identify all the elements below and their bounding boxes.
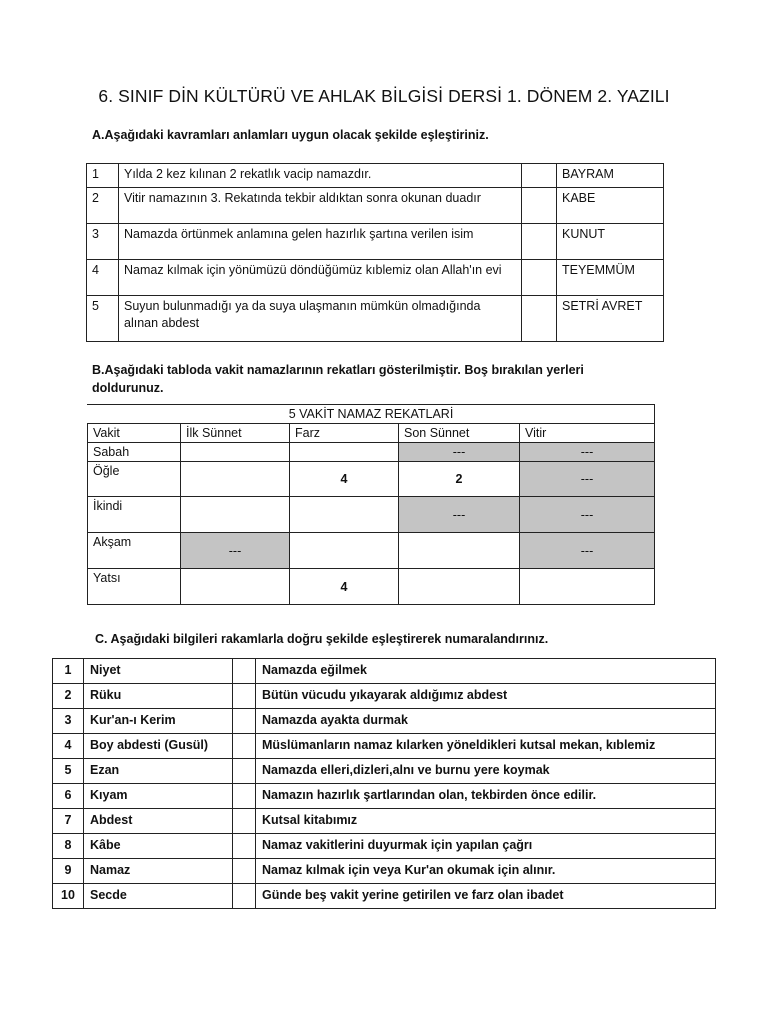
definition-cell: Vitir namazının 3. Rekatında tekbir aldıktan sonra okunan duadır xyxy=(119,188,522,224)
vitir-cell: --- xyxy=(520,462,655,497)
row-number: 8 xyxy=(53,834,84,859)
vakit-cell: Öğle xyxy=(88,462,181,497)
definition-cell: Müslümanların namaz kılarken yöneldikleri kutsal mekan, kıblemiz xyxy=(256,734,716,759)
table-row xyxy=(53,684,716,709)
ilk-sunnet-cell[interactable] xyxy=(181,497,290,533)
vakit-cell: Sabah xyxy=(88,443,181,462)
row-number: 4 xyxy=(87,260,119,296)
vakit-cell: Akşam xyxy=(88,533,181,569)
matching-table-a xyxy=(86,163,664,342)
term-cell: Abdest xyxy=(84,809,233,834)
table-row xyxy=(88,533,655,569)
table-row xyxy=(53,884,716,909)
ilk-sunnet-cell[interactable] xyxy=(181,569,290,605)
term-cell: Rüku xyxy=(84,684,233,709)
term-cell: KUNUT xyxy=(557,224,664,260)
header-vakit: Vakit xyxy=(88,424,181,443)
term-cell: Secde xyxy=(84,884,233,909)
table-row xyxy=(88,569,655,605)
answer-cell[interactable] xyxy=(233,884,256,909)
answer-cell[interactable] xyxy=(233,784,256,809)
ilk-sunnet-cell[interactable] xyxy=(181,443,290,462)
definition-cell: Namazın hazırlık şartlarından olan, tekbirden önce edilir. xyxy=(256,784,716,809)
vitir-cell: --- xyxy=(520,443,655,462)
definition-cell: Namaz vakitlerini duyurmak için yapılan çağrı xyxy=(256,834,716,859)
answer-cell[interactable] xyxy=(522,260,557,296)
definition-cell: Bütün vücudu yıkayarak aldığımız abdest xyxy=(256,684,716,709)
answer-cell[interactable] xyxy=(522,188,557,224)
table-row xyxy=(53,784,716,809)
table-row xyxy=(53,859,716,884)
term-cell: KABE xyxy=(557,188,664,224)
answer-cell[interactable] xyxy=(233,809,256,834)
rekat-table xyxy=(87,404,655,605)
row-number: 5 xyxy=(87,296,119,342)
section-c-instruction: C. Aşağıdaki bilgileri rakamlarla doğru şekilde eşleştirerek numaralandırınız. xyxy=(95,632,549,646)
row-number: 9 xyxy=(53,859,84,884)
section-b-instruction: B.Aşağıdaki tabloda vakit namazlarının rekatları gösterilmiştir. Boş bırakılan yerleri doldurunuz. xyxy=(92,363,584,395)
header-son-sunnet: Son Sünnet xyxy=(399,424,520,443)
vakit-cell: İkindi xyxy=(88,497,181,533)
son-sunnet-cell[interactable] xyxy=(399,533,520,569)
answer-cell[interactable] xyxy=(233,759,256,784)
answer-cell[interactable] xyxy=(522,296,557,342)
farz-cell[interactable] xyxy=(290,443,399,462)
answer-cell[interactable] xyxy=(233,734,256,759)
definition-cell: Yılda 2 kez kılınan 2 rekatlık vacip namazdır. xyxy=(119,164,522,188)
table-row xyxy=(87,188,664,224)
ilk-sunnet-cell: --- xyxy=(181,533,290,569)
vitir-cell: --- xyxy=(520,497,655,533)
son-sunnet-cell: --- xyxy=(399,443,520,462)
row-number: 2 xyxy=(87,188,119,224)
row-number: 3 xyxy=(87,224,119,260)
term-cell: Kıyam xyxy=(84,784,233,809)
term-cell: Kâbe xyxy=(84,834,233,859)
table-row xyxy=(87,224,664,260)
answer-cell[interactable] xyxy=(522,164,557,188)
definition-cell: Kutsal kitabımız xyxy=(256,809,716,834)
table-row xyxy=(53,834,716,859)
table-caption: 5 VAKİT NAMAZ REKATLARİ xyxy=(88,405,655,424)
answer-cell[interactable] xyxy=(233,859,256,884)
term-cell: Kur'an-ı Kerim xyxy=(84,709,233,734)
table-row xyxy=(88,462,655,497)
vakit-cell: Yatsı xyxy=(88,569,181,605)
row-number: 5 xyxy=(53,759,84,784)
definition-cell: Namazda eğilmek xyxy=(256,659,716,684)
table-row xyxy=(88,497,655,533)
matching-table-c xyxy=(52,658,716,909)
vitir-cell: --- xyxy=(520,533,655,569)
definition-cell: Namaz kılmak için yönümüzü döndüğümüz kıblemiz olan Allah'ın evi xyxy=(119,260,522,296)
definition-cell: Namazda ayakta durmak xyxy=(256,709,716,734)
row-number: 6 xyxy=(53,784,84,809)
row-number: 3 xyxy=(53,709,84,734)
answer-cell[interactable] xyxy=(233,684,256,709)
row-number: 4 xyxy=(53,734,84,759)
row-number: 7 xyxy=(53,809,84,834)
row-number: 1 xyxy=(53,659,84,684)
table-row xyxy=(53,659,716,684)
table-row xyxy=(88,443,655,462)
ilk-sunnet-cell[interactable] xyxy=(181,462,290,497)
farz-cell[interactable] xyxy=(290,533,399,569)
table-row xyxy=(53,759,716,784)
table-row xyxy=(87,260,664,296)
table-row xyxy=(53,809,716,834)
answer-cell[interactable] xyxy=(522,224,557,260)
table-caption-row xyxy=(88,405,655,424)
table-row xyxy=(53,709,716,734)
answer-cell[interactable] xyxy=(233,659,256,684)
farz-cell: 4 xyxy=(290,569,399,605)
answer-cell[interactable] xyxy=(233,834,256,859)
table-row xyxy=(87,296,664,342)
term-cell: Niyet xyxy=(84,659,233,684)
row-number: 1 xyxy=(87,164,119,188)
definition-cell: Günde beş vakit yerine getirilen ve farz olan ibadet xyxy=(256,884,716,909)
term-cell: TEYEMMÜM xyxy=(557,260,664,296)
table-row xyxy=(87,164,664,188)
vitir-cell[interactable] xyxy=(520,569,655,605)
definition-cell: Suyun bulunmadığı ya da suya ulaşmanın mümkün olmadığında alınan abdest xyxy=(119,296,522,342)
term-cell: Boy abdesti (Gusül) xyxy=(84,734,233,759)
header-farz: Farz xyxy=(290,424,399,443)
answer-cell[interactable] xyxy=(233,709,256,734)
table-header-row xyxy=(88,424,655,443)
header-vitir: Vitir xyxy=(520,424,655,443)
term-cell: Namaz xyxy=(84,859,233,884)
row-number: 10 xyxy=(53,884,84,909)
son-sunnet-cell: --- xyxy=(399,497,520,533)
term-cell: SETRİ AVRET xyxy=(557,296,664,342)
table-row xyxy=(53,734,716,759)
term-cell: BAYRAM xyxy=(557,164,664,188)
header-ilk-sunnet: İlk Sünnet xyxy=(181,424,290,443)
definition-cell: Namazda örtünmek anlamına gelen hazırlık şartına verilen isim xyxy=(119,224,522,260)
row-number: 2 xyxy=(53,684,84,709)
farz-cell[interactable] xyxy=(290,497,399,533)
son-sunnet-cell[interactable] xyxy=(399,569,520,605)
farz-cell: 4 xyxy=(290,462,399,497)
definition-cell: Namaz kılmak için veya Kur'an okumak için alınır. xyxy=(256,859,716,884)
definition-cell: Namazda elleri,dizleri,alnı ve burnu yere koymak xyxy=(256,759,716,784)
son-sunnet-cell: 2 xyxy=(399,462,520,497)
section-a-instruction: A.Aşağıdaki kavramları anlamları uygun olacak şekilde eşleştiriniz. xyxy=(92,128,489,142)
page-title: 6. SINIF DİN KÜLTÜRÜ VE AHLAK BİLGİSİ DERSİ 1. DÖNEM 2. YAZILI xyxy=(98,86,670,106)
term-cell: Ezan xyxy=(84,759,233,784)
